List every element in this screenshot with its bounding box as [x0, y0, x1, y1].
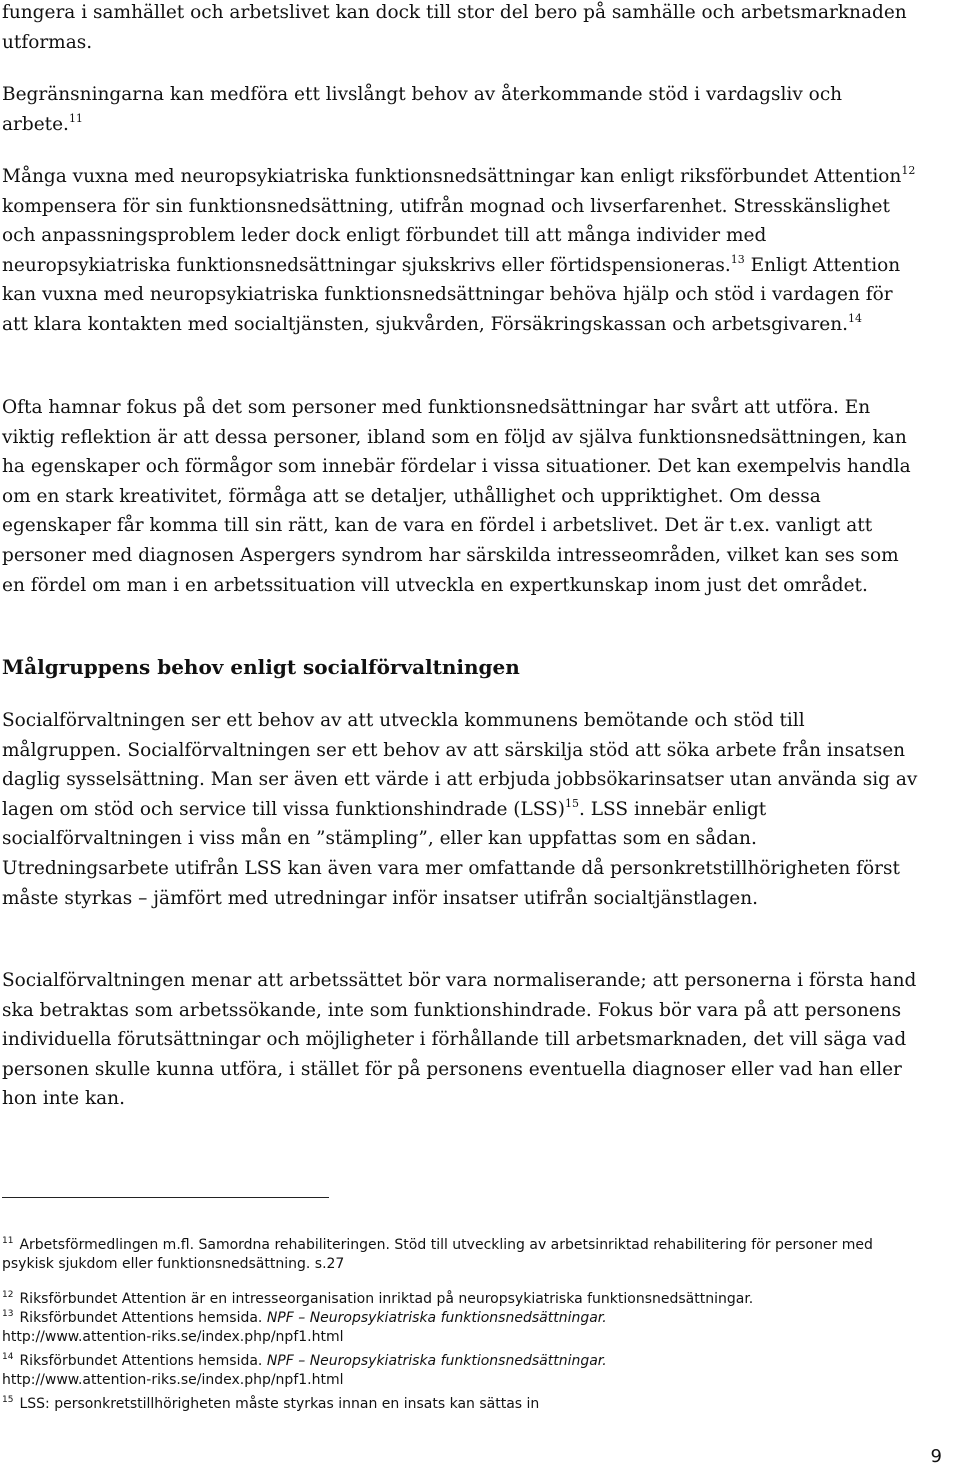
footnote-url-13[interactable]: http://www.attention-riks.se/index.php/npf1.html — [2, 1329, 344, 1345]
footnote-number-11: 11 — [2, 1236, 14, 1246]
footnote-url-14[interactable]: http://www.attention-riks.se/index.php/npf1.html — [2, 1372, 344, 1388]
paragraph-attention-text-a: Många vuxna med neuropsykiatriska funktionsnedsättningar kan enligt riksförbundet Attention — [2, 166, 902, 187]
footnote-15 — [2, 1395, 902, 1414]
footnote-text-12: Riksförbundet Attention är en intresseorganisation inriktad på neuropsykiatriska funktionsnedsättningar. — [19, 1291, 754, 1307]
paragraph-focus — [2, 393, 920, 600]
footnote-text-15: LSS: personkretstillhörigheten måste styrkas innan en insats kan sättas in — [19, 1396, 540, 1412]
paragraph-limitations-text: Begränsningarna kan medföra ett livslångt behov av återkommande stöd i vardagsliv och arbete. — [2, 84, 843, 135]
footnote-ref-15: 15 — [565, 796, 580, 810]
paragraph-intro — [2, 0, 920, 57]
paragraph-socialforvaltningen-text-b: . LSS innebär enligt socialförvaltningen i viss mån en ”stämpling”, eller kan uppfattas som en sådan. Utredningsarbete utifrån LSS kan även vara mer omfattande då personkretstillhörigheten först måste styrkas – jämfört med utredningar inför insatser utifrån socialtjänstlagen. — [2, 798, 900, 909]
paragraph-socialforvaltningen — [2, 706, 920, 913]
paragraph-attention — [2, 162, 920, 340]
footnote-title-14: NPF – Neuropsykiatriska funktionsnedsättningar. — [266, 1353, 607, 1369]
page-number: 9 — [930, 1446, 942, 1467]
footnote-number-14: 14 — [2, 1352, 14, 1362]
paragraph-focus-text: Ofta hamnar fokus på det som personer med funktionsnedsättningar har svårt att utföra. En viktig reflektion är att dessa personer, ibland som en följd av själva funktionsnedsättningen, kan ha egenskaper och förmågor som innebär fördelar i vissa situationer. Det kan exempelvis handla om en stark kreativitet, förmåga att se detaljer, uthållighet och uppriktighet. Om dessa egenskaper får komma till sin rätt, kan de vara en fördel i arbetslivet. Det är t.ex. vanligt att personer med diagnosen Aspergers syndrom har särskilda intresseområden, vilket kan ses som en fördel om man i en arbetssituation vill utveckla en expertkunskap inom just det området. — [2, 397, 911, 596]
footnote-ref-14: 14 — [848, 311, 863, 325]
footnote-14 — [2, 1352, 902, 1390]
footnote-text-11: Arbetsförmedlingen m.fl. Samordna rehabiliteringen. Stöd till utveckling av arbetsinriktad rehabilitering för personer med psykisk sjukdom eller funktionsnedsättning. s.27 — [2, 1237, 873, 1272]
footnote-ref-11: 11 — [68, 111, 83, 125]
paragraph-intro-text: fungera i samhället och arbetslivet kan dock till stor del bero på samhälle och arbetsmarknaden utformas. — [2, 2, 907, 53]
footnote-12 — [2, 1290, 902, 1309]
footnote-11 — [2, 1236, 902, 1274]
footnote-ref-13: 13 — [730, 252, 745, 266]
footnote-separator — [2, 1197, 329, 1198]
footnote-number-13: 13 — [2, 1309, 14, 1319]
footnote-13 — [2, 1309, 902, 1347]
section-heading: Målgruppens behov enligt socialförvaltningen — [2, 655, 520, 679]
footnote-text-13: Riksförbundet Attentions hemsida. — [19, 1310, 267, 1326]
footnote-number-12: 12 — [2, 1290, 14, 1300]
paragraph-attention-text-b: kompensera för sin funktionsnedsättning, utifrån mognad och livserfarenhet. Stresskänslighet och anpassningsproblem leder dock enligt förbundet till att många individer med neuropsykiatriska funktionsnedsättningar sjukskrivs eller förtidspensioneras. — [2, 195, 890, 276]
paragraph-limitations — [2, 80, 920, 139]
paragraph-normalizing — [2, 966, 920, 1114]
paragraph-attention-text-c: Enligt Attention kan vuxna med neuropsykiatriska funktionsnedsättningar behöva hjälp och stöd i vardagen för att klara kontakten med socialtjänsten, sjukvården, Försäkringskassan och arbetsgivaren. — [2, 254, 901, 335]
footnote-ref-12: 12 — [901, 164, 916, 177]
paragraph-socialforvaltningen-text-a: Socialförvaltningen ser ett behov av att utveckla kommunens bemötande och stöd till målgruppen. Socialförvaltningen ser ett behov av att särskilja stöd att söka arbete från insatsen daglig sysselsättning. Man ser även ett värde i att erbjuda jobbsökarinsatser utan använda sig av lagen om stöd och service till vissa funktionshindrade (LSS) — [2, 710, 918, 820]
footnote-title-13: NPF – Neuropsykiatriska funktionsnedsättningar. — [266, 1310, 607, 1326]
footnote-text-14: Riksförbundet Attentions hemsida. — [19, 1353, 267, 1369]
footnote-number-15: 15 — [2, 1395, 14, 1405]
paragraph-normalizing-text: Socialförvaltningen menar att arbetssättet bör vara normaliserande; att personerna i första hand ska betraktas som arbetssökande, inte som funktionshindrade. Fokus bör vara på att personens individuella förutsättningar och möjligheter i förhållande till arbetsmarknaden, det vill säga vad personen skulle kunna utföra, i stället för på personens eventuella diagnoser eller vad han eller hon inte kan. — [2, 970, 917, 1110]
